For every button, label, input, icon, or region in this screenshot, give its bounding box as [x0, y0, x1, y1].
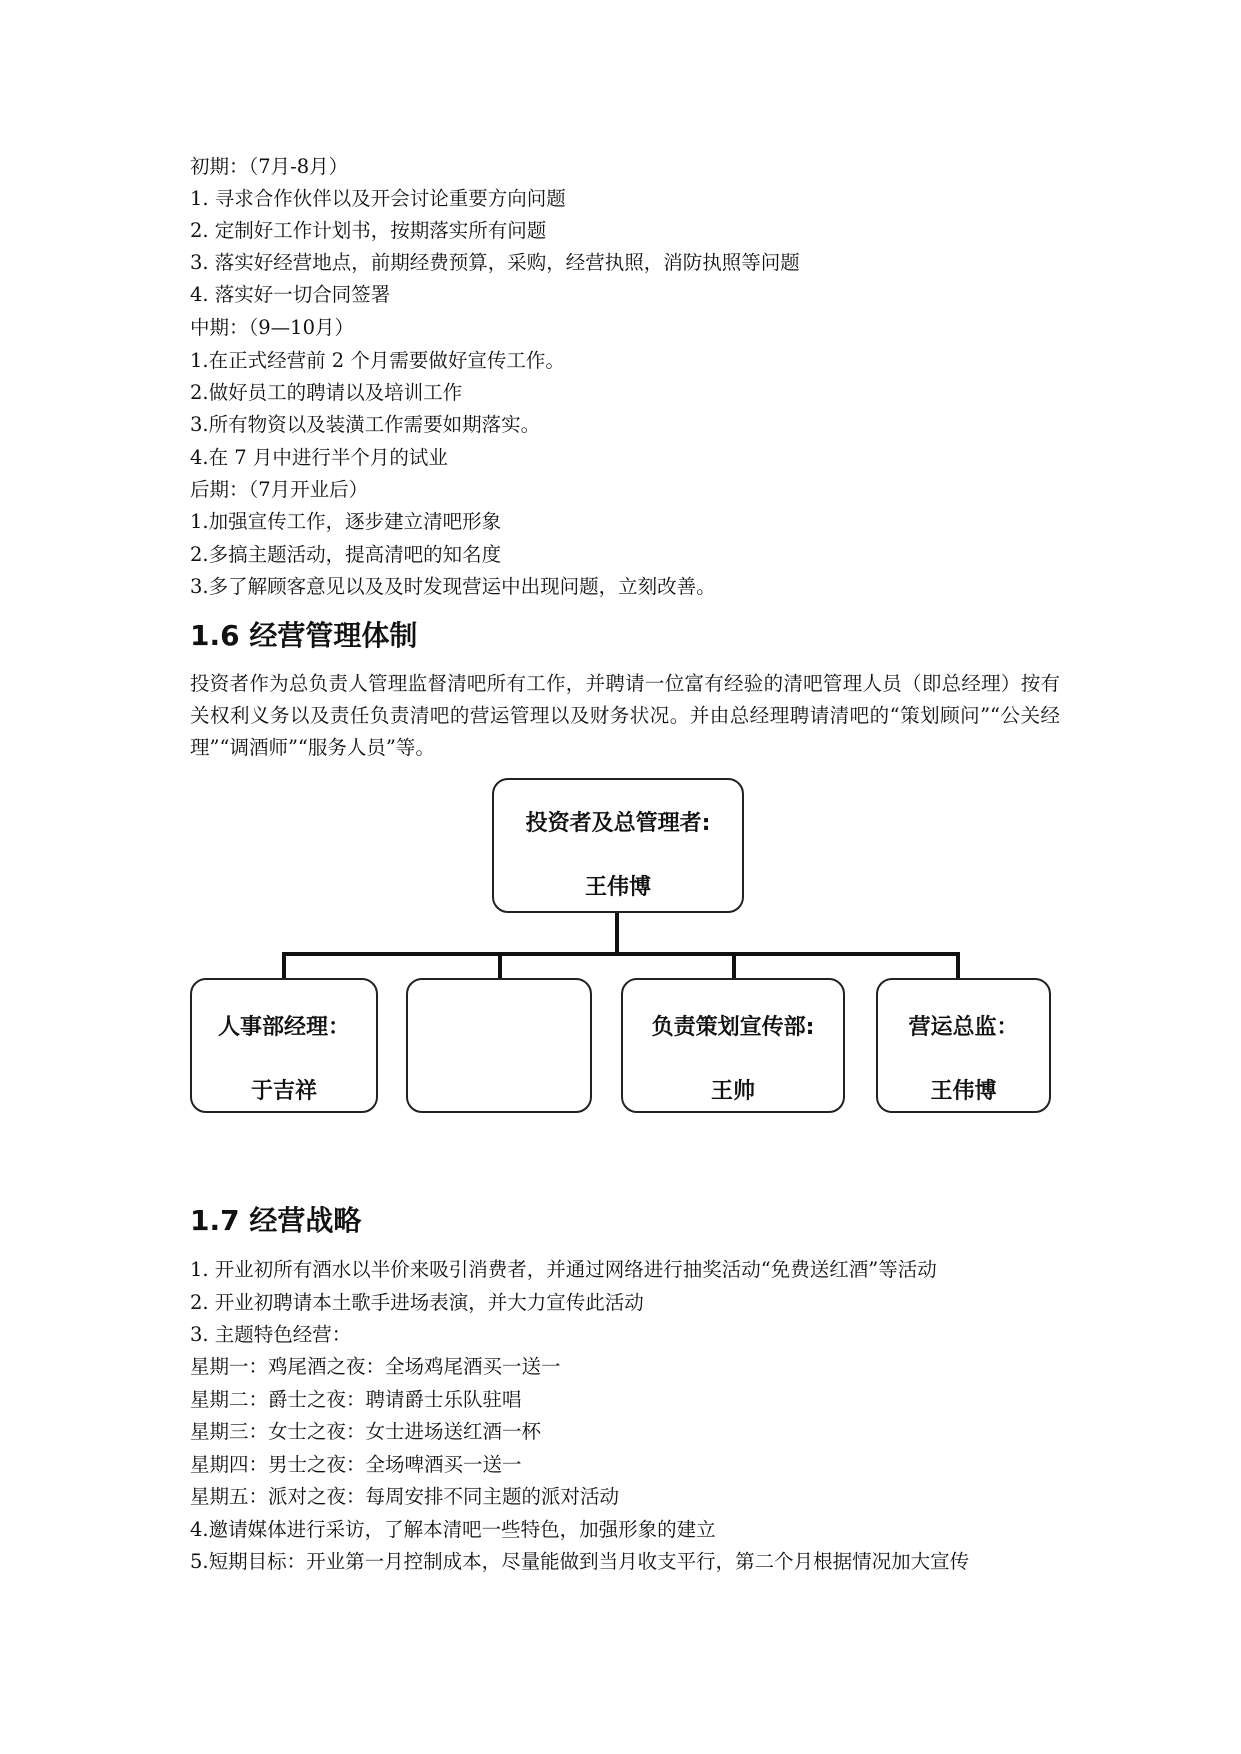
org-connector-drop-3 — [732, 952, 736, 978]
strategy-line-10: 5.短期目标：开业第一月控制成本，尽量能做到当月收支平行，第二个月根据情况加大宣传 — [190, 1550, 970, 1573]
strategy-line-8: 星期五：派对之夜：每周安排不同主题的派对活动 — [190, 1485, 620, 1508]
strategy-line-6: 星期三：女士之夜：女士进场送红酒一杯 — [190, 1420, 542, 1443]
early-item-2: 2. 定制好工作计划书，按期落实所有问题 — [190, 219, 547, 242]
early-item-4: 4. 落实好一切合同签署 — [190, 283, 391, 306]
mid-phase-title: 中期：（9—10月） — [190, 316, 354, 339]
strategy-line-9: 4.邀请媒体进行采访，了解本清吧一些特色，加强形象的建立 — [190, 1518, 716, 1541]
late-item-1: 1.加强宣传工作，逐步建立清吧形象 — [190, 510, 502, 533]
org-box-root — [492, 778, 744, 913]
strategy-line-2: 2. 开业初聘请本土歌手进场表演，并大力宣传此活动 — [190, 1291, 644, 1314]
org-connector-drop-2 — [498, 952, 502, 978]
strategy-line-5: 星期二：爵士之夜：聘请爵士乐队驻唱 — [190, 1388, 522, 1411]
org-connector-horizontal — [282, 952, 960, 956]
late-item-2: 2.多搞主题活动，提高清吧的知名度 — [190, 543, 502, 566]
org-hr-name: 于吉祥 — [250, 1079, 317, 1104]
early-item-3: 3. 落实好经营地点，前期经费预算，采购，经营执照，消防执照等问题 — [190, 251, 800, 274]
section-heading-1-7: 1.7 经营战略 — [190, 1204, 362, 1237]
org-root-role: 投资者及总管理者: — [525, 811, 711, 836]
org-operations-name: 王伟博 — [930, 1079, 997, 1104]
org-box-empty — [406, 978, 592, 1113]
mid-item-2: 2.做好员工的聘请以及培训工作 — [190, 381, 463, 404]
org-marketing-name: 王帅 — [710, 1079, 755, 1104]
mid-item-1: 1.在正式经营前 2 个月需要做好宣传工作。 — [190, 349, 565, 372]
org-marketing-role: 负责策划宣传部: — [651, 1015, 815, 1040]
org-box-hr — [190, 978, 378, 1113]
org-box-marketing — [621, 978, 845, 1113]
strategy-line-4: 星期一：鸡尾酒之夜：全场鸡尾酒买一送一 — [190, 1355, 561, 1378]
org-operations-role: 营运总监： — [908, 1015, 1019, 1040]
org-connector-vertical-root — [615, 908, 619, 954]
mid-item-4: 4.在 7 月中进行半个月的试业 — [190, 446, 448, 469]
org-hr-role: 人事部经理： — [217, 1015, 350, 1040]
org-box-operations — [876, 978, 1051, 1113]
early-item-1: 1. 寻求合作伙伴以及开会讨论重要方向问题 — [190, 187, 566, 210]
strategy-line-7: 星期四：男士之夜：全场啤酒买一送一 — [190, 1453, 522, 1476]
section-heading-1-6: 1.6 经营管理体制 — [190, 619, 418, 652]
early-phase-title: 初期：（7月-8月） — [190, 155, 349, 178]
org-connector-drop-4 — [956, 952, 960, 978]
mid-item-3: 3.所有物资以及装潢工作需要如期落实。 — [190, 413, 541, 436]
strategy-line-1: 1. 开业初所有酒水以半价来吸引消费者，并通过网络进行抽奖活动“免费送红酒”等活动 — [190, 1258, 937, 1281]
late-item-3: 3.多了解顾客意见以及及时发现营运中出现问题，立刻改善。 — [190, 575, 716, 598]
late-phase-title: 后期：（7月开业后） — [190, 478, 369, 501]
strategy-line-3: 3. 主题特色经营： — [190, 1323, 352, 1346]
org-connector-drop-1 — [282, 952, 286, 978]
org-root-name: 王伟博 — [584, 875, 651, 900]
management-paragraph: 投资者作为总负责人管理监督清吧所有工作，并聘请一位富有经验的清吧管理人员（即总经理）按有关权利义务以及责任负责清吧的营运管理以及财务状况。并由总经理聘请清吧的“策划顾问”“公关经理”“调酒师”“服务人员”等。 — [190, 672, 1060, 759]
